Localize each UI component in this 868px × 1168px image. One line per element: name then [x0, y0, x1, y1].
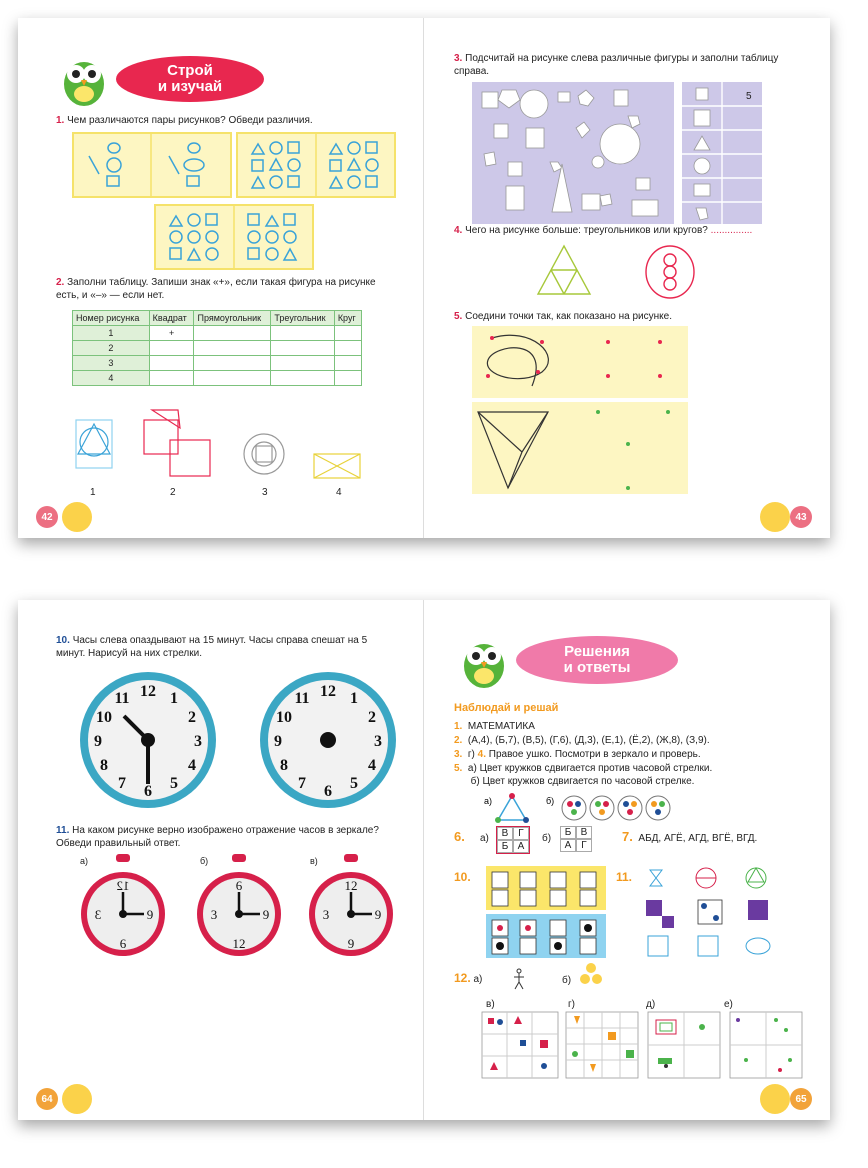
sun-icon [62, 502, 92, 532]
answer-12 [454, 972, 482, 986]
col-header: Прямоугольник [194, 311, 271, 326]
page-number-badge: 65 [790, 1088, 812, 1110]
answer-6-b-label: б) [542, 833, 552, 844]
task-text: Заполни таблицу. Запиши знак «+», если такая фигура на рисунке есть, и «–» — если нет. [56, 277, 376, 301]
col-header: Квадрат [149, 311, 194, 326]
answer-text: а) Цвет кружков сдвигается против часовой стрелки. [467, 763, 713, 774]
svg-text:12: 12 [116, 878, 130, 893]
answer-5-figures [484, 792, 704, 826]
answer-12-g-label: г) [568, 999, 575, 1010]
clock-number: 7 [298, 775, 306, 792]
triangles-circles-figure [534, 240, 714, 300]
spread-top [18, 18, 830, 538]
label-b: б) [546, 796, 555, 806]
label-a: а) [473, 974, 483, 985]
table-cell[interactable]: + [149, 326, 194, 341]
figures-row [68, 408, 378, 484]
answer-11-figure [644, 866, 774, 962]
table-cell[interactable] [271, 341, 334, 356]
clock-number: 3 [374, 733, 382, 750]
table-cell[interactable] [334, 341, 361, 356]
task-5 [454, 310, 799, 323]
section-header-bubble: Строй и изучай [116, 56, 264, 102]
svg-text:9: 9 [262, 907, 270, 922]
task-number: 1. [56, 115, 65, 126]
option-c-label: в) [310, 856, 318, 866]
answer-6-a-label: а) [480, 833, 489, 844]
task-10 [56, 634, 396, 660]
answer-number: 2. [454, 735, 463, 746]
svg-text:9: 9 [146, 907, 154, 922]
grid-cell: Г [513, 827, 529, 840]
task-number: 11. [56, 825, 70, 836]
answer-12-e-label: е) [724, 999, 733, 1010]
answer-text: (А,4), (Б,7), (В,5), (Г,6), (Д,3), (Е,1), (Ё,2), (Ж,8), (З,9). [467, 735, 710, 746]
clock-number: 11 [114, 690, 130, 707]
clock-number: 1 [350, 690, 358, 707]
task-11 [56, 824, 396, 850]
clock-number: 5 [350, 775, 358, 792]
answer-text: Правое ушко. Посмотри в зеркало и проверь. [488, 749, 701, 760]
svg-text:9: 9 [374, 907, 382, 922]
count-table-value: 5 [746, 91, 752, 102]
page-number-badge: 42 [36, 506, 58, 528]
mirror-clock-c[interactable] [306, 852, 396, 962]
answer-number: 1. [454, 721, 463, 732]
table-cell[interactable] [149, 371, 194, 386]
task-2 [56, 276, 396, 302]
section-title: Наблюдай и решай [454, 702, 559, 714]
table-cell[interactable] [334, 326, 361, 341]
page-number-badge: 43 [790, 506, 812, 528]
clock-number: 12 [140, 683, 156, 700]
task-number: 3. [454, 53, 463, 64]
table-cell: 2 [73, 341, 150, 356]
clock-left [78, 670, 218, 810]
figure-label-4: 4 [336, 487, 342, 498]
clock-number: 4 [188, 757, 196, 774]
task-text: Чего на рисунке больше: треугольников или кругов? [465, 225, 708, 236]
answer-10-figure [486, 866, 606, 958]
clock-right [258, 670, 398, 810]
answer-number: 4. [477, 749, 487, 760]
answer-number: 3. [454, 749, 463, 760]
sun-icon [760, 502, 790, 532]
clock-number: 9 [94, 733, 102, 750]
owl-mascot [454, 630, 514, 690]
page-42 [18, 18, 424, 538]
shapes-picture [472, 82, 674, 224]
grid-cell: В [576, 826, 592, 839]
answer-3-4 [454, 748, 814, 761]
answer-7 [622, 830, 757, 845]
page-64 [18, 600, 424, 1120]
mirror-clock-b[interactable] [194, 852, 284, 962]
table-cell: 3 [73, 356, 150, 371]
answer-text: МАТЕМАТИКА [467, 721, 535, 732]
svg-text:3: 3 [210, 907, 218, 922]
dots-exercise [472, 326, 688, 494]
figure-label-1: 1 [90, 487, 96, 498]
shapes-table [72, 310, 362, 386]
svg-text:9: 9 [347, 936, 355, 951]
task-number: 2. [56, 277, 65, 288]
clock-number: 2 [368, 709, 376, 726]
table-cell: 4 [73, 371, 150, 386]
clock-number: 9 [274, 733, 282, 750]
task-3 [454, 52, 799, 78]
grid-cell: Б [560, 826, 576, 839]
sun-icon [62, 1084, 92, 1114]
grid-cell: В [497, 827, 513, 840]
section-header-bubble: Решения и ответы [516, 636, 678, 684]
task-text: Чем различаются пары рисунков? Обведи различия. [67, 115, 313, 126]
page-number-badge: 64 [36, 1088, 58, 1110]
answer-12-grids [480, 1010, 820, 1082]
table-cell[interactable] [271, 356, 334, 371]
task-4 [454, 224, 799, 237]
task-text: Подсчитай на рисунке слева различные фигуры и заполни таблицу справа. [454, 53, 779, 77]
grid-cell: А [513, 840, 529, 853]
answer-1 [454, 720, 814, 733]
task-text: Соедини точки так, как показано на рисунке. [465, 311, 672, 322]
table-cell[interactable] [149, 356, 194, 371]
svg-text:3: 3 [322, 907, 330, 922]
answer-text: АБД, АГЁ, АГД, ВГЁ, ВГД. [638, 833, 758, 844]
table-cell[interactable] [194, 341, 271, 356]
table-cell[interactable] [271, 326, 334, 341]
sun-icon [760, 1084, 790, 1114]
option-a-label: а) [80, 856, 89, 866]
answer-6-grid-b [560, 826, 592, 852]
answer-10-label: 10. [454, 870, 471, 884]
answer-12-d-label: д) [646, 999, 656, 1010]
figure-pair-3 [154, 204, 314, 270]
answer-12-v-label: в) [486, 999, 495, 1010]
answer-6 [454, 830, 465, 845]
table-cell[interactable] [149, 341, 194, 356]
mirror-clock-a[interactable] [78, 852, 168, 962]
figure-label-2: 2 [170, 487, 176, 498]
table-cell[interactable] [334, 371, 361, 386]
answer-2 [454, 734, 814, 747]
answer-11-label: 11. [616, 870, 633, 884]
figure-label-3: 3 [262, 487, 268, 498]
clock-number: 1 [170, 690, 178, 707]
table-cell[interactable] [194, 356, 271, 371]
clock-number: 6 [144, 783, 152, 800]
count-table [682, 82, 762, 224]
col-header: Номер рисунка [73, 311, 150, 326]
answer-5 [454, 762, 814, 788]
option-b-label: б) [200, 856, 209, 866]
clock-number: 8 [280, 757, 288, 774]
answer-number: 7. [622, 829, 633, 844]
table-cell[interactable] [194, 326, 271, 341]
task-number: 10. [56, 635, 70, 646]
clock-number: 10 [276, 709, 292, 726]
task-number: 4. [454, 225, 463, 236]
clock-number: 6 [324, 783, 332, 800]
clock-number: 12 [320, 683, 336, 700]
grid-cell: Г [576, 839, 592, 852]
clock-number: 3 [194, 733, 202, 750]
task-text: На каком рисунке верно изображено отражение часов в зеркале? Обведи правильный ответ. [56, 825, 379, 849]
clock-number: 8 [100, 757, 108, 774]
stick-figure-icon [512, 968, 526, 990]
figure-pair-2 [236, 132, 396, 198]
answer-number: 6. [454, 829, 465, 844]
page-43 [424, 18, 830, 538]
grid-cell: А [560, 839, 576, 852]
smiley-faces-icon [578, 962, 604, 986]
answer-blank[interactable]: ............... [710, 225, 753, 236]
svg-text:6: 6 [235, 878, 243, 893]
clock-number: 10 [96, 709, 112, 726]
table-cell[interactable] [334, 356, 361, 371]
answer-text: г) [467, 749, 475, 760]
owl-mascot [54, 48, 114, 108]
clock-number: 5 [170, 775, 178, 792]
task-1 [56, 114, 396, 127]
figure-pair-1 [72, 132, 232, 198]
col-header: Треугольник [271, 311, 334, 326]
answer-number: 5. [454, 763, 463, 774]
svg-text:3: 3 [94, 907, 102, 922]
svg-text:12: 12 [232, 936, 246, 951]
answer-6-grid-a [496, 826, 530, 854]
page-65 [424, 600, 830, 1120]
answer-text: б) Цвет кружков сдвигается по часовой стрелке. [470, 776, 695, 787]
label-a: а) [484, 796, 493, 806]
table-cell: 1 [73, 326, 150, 341]
svg-text:6: 6 [119, 936, 127, 951]
table-cell[interactable] [194, 371, 271, 386]
task-number: 5. [454, 311, 463, 322]
clock-number: 11 [294, 690, 310, 707]
clock-number: 4 [368, 757, 376, 774]
answer-number: 12. [454, 971, 471, 985]
grid-cell: Б [497, 840, 513, 853]
table-cell[interactable] [271, 371, 334, 386]
clock-number: 2 [188, 709, 196, 726]
task-text: Часы слева опаздывают на 15 минут. Часы справа спешат на 5 минут. Нарисуй на них стрелки. [56, 635, 368, 659]
col-header: Круг [334, 311, 361, 326]
answer-12-b-label: б) [562, 975, 572, 986]
clock-number: 7 [118, 775, 126, 792]
svg-text:12: 12 [344, 878, 358, 893]
spread-bottom [18, 600, 830, 1120]
